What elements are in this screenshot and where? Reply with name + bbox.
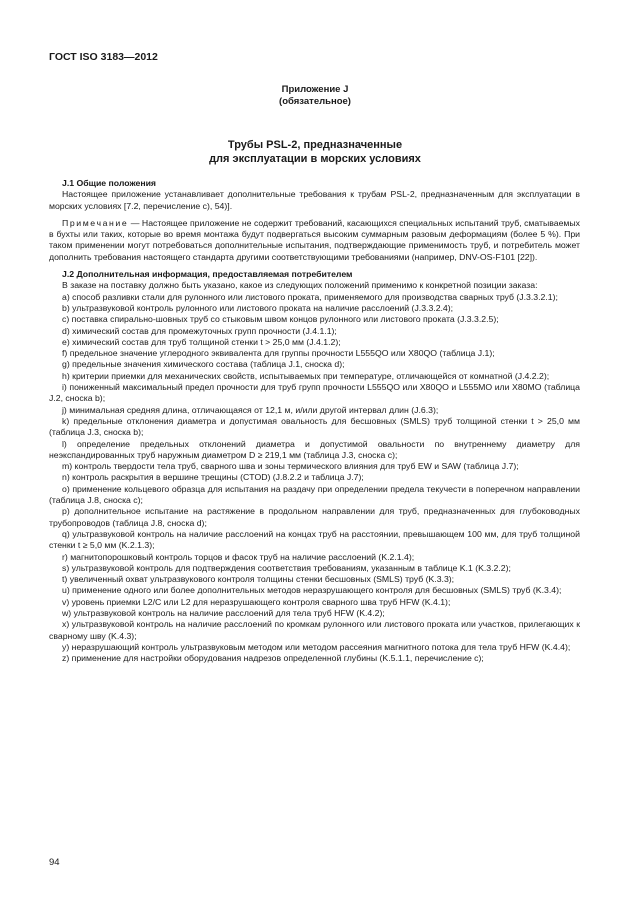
list-item: w) ультразвуковой контроль на наличие расслоений для тела труб HFW (K.4.2);: [62, 607, 385, 618]
document-body: [49, 178, 580, 664]
section-heading-j2: J.2 Дополнительная информация, предоставляемая потребителем: [62, 269, 353, 280]
list-item: y) неразрушающий контроль ультразвуковым методом или методом рассеяния магнитного потока для тела труб HFW (K.4.4);: [62, 641, 571, 652]
appendix-type: (обязательное): [279, 96, 351, 107]
requirements-list: [49, 292, 580, 665]
list-item: c) поставка спирально-шовных труб со стыковым швом концов рулонного или листового проката (J.3.3.2.5);: [62, 314, 499, 325]
list-item: e) химический состав для труб толщиной стенки t > 25,0 мм (J.4.1.2);: [62, 336, 341, 347]
list-item: b) ультразвуковой контроль рулонного или листового проката на наличие расслоений (J.3.3.2.4);: [62, 302, 454, 313]
list-item: l) определение предельных отклонений диаметра и допустимой овальности по внутреннему диаметру для неэкспандированных труб наружным диаметром D ≥ 219,1 мм (таблица J.3, сноска c);: [49, 438, 580, 460]
list-item: t) увеличенный охват ультразвукового контроля толщины стенки бесшовных (SMLS) труб (K.3.3);: [62, 574, 455, 585]
list-item: z) применение для настройки оборудования надрезов определенной глубины (K.5.1.1, перечисление c);: [62, 653, 484, 664]
section-j1-intro: Настоящее приложение устанавливает дополнительные требования к трубам PSL-2, предназначенным для эксплуатации в морских условиях [7.2, перечисление с), 54)].: [49, 189, 580, 211]
list-item: x) ультразвуковой контроль на наличие расслоений по кромкам рулонного или листового проката или участков, прилегающих к сварному шву (K.4.3);: [49, 619, 580, 641]
list-item: h) критерии приемки для механических свойств, испытываемых при температуре, отличающейся от комнатной (J.4.2.2);: [62, 370, 550, 381]
list-item: d) химический состав для промежуточных групп прочности (J.4.1.1);: [62, 325, 337, 336]
list-item: o) применение кольцевого образца для испытания на раздачу при определении предела текучести в поперечном направлении (таблица J.8, сноска c);: [49, 483, 580, 506]
page-number: 94: [49, 857, 60, 868]
list-item: i) пониженный максимальный предел прочности для труб групп прочности L555QO или X80QO и L555MO или X80MO (таблица J.2, сноска b);: [49, 382, 580, 404]
list-item: q) ультразвуковой контроль на наличие расслоений на концах труб на расстоянии, превышающем 100 мм, для труб толщиной стенки t ≥ 5,0 мм (K.2.1.3);: [49, 528, 580, 551]
list-item: p) дополнительное испытание на растяжение в продольном направлении для труб, предназначенных для глубоководных трубопроводов (таблица J.8, сноска d);: [49, 506, 580, 528]
list-item: v) уровень приемки L2/C или L2 для неразрушающего контроля сварного шва труб HFW (K.4.1);: [62, 596, 451, 607]
note-paragraph: [49, 218, 580, 263]
document-title-line-1: Трубы PSL-2, предназначенные: [227, 139, 403, 151]
list-item: g) предельные значения химического состава (таблица J.1, сноска d);: [62, 359, 345, 370]
list-item: a) способ разливки стали для рулонного или листового проката, применяемого для производства сварных труб (J.3.3.2.1);: [62, 291, 558, 302]
list-item: n) контроль раскрытия в вершине трещины (CTOD) (J.8.2.2 и таблица J.7);: [62, 472, 364, 483]
section-heading-j1: J.1 Общие положения: [62, 178, 156, 188]
section-j2-intro: В заказе на поставку должно быть указано, какое из следующих положений применимо к конкретной позиции заказа:: [62, 280, 538, 291]
list-item: r) магнитопорошковый контроль торцов и фасок труб на наличие расслоений (K.2.1.4);: [62, 551, 415, 562]
document-title-line-2: для эксплуатации в морских условиях: [209, 153, 421, 165]
note-text: — Настоящее приложение не содержит требований, касающихся специальных испытаний труб, сматываемых в бухты или таких, которые во время монтажа будут подвергаться высоким суммарным разовым деформациям (более 5 %). При таком применении могут потребоваться дополнительные испытания, подтверждающие применимость труб, и потребитель может дополнить требования настоящего стандарта другими соответствующими требованиями (например, DNV-OS-F101 [22]).: [49, 217, 580, 262]
standard-header: ГОСТ ISO 3183—2012: [49, 51, 158, 63]
note-label: Примечание: [62, 217, 129, 228]
list-item: s) ультразвуковой контроль для подтверждения соответствия требованиям, указанным в таблице K.1 (K.3.2.2);: [62, 562, 511, 573]
appendix-title: Приложение J: [281, 84, 349, 95]
list-item: j) минимальная средняя длина, отличающаяся от 12,1 м, и/или другой интервал длин (J.6.3);: [62, 404, 439, 415]
list-item: f) предельное значение углеродного эквивалента для группы прочности L555QO или X80QO (таблица J.1);: [62, 348, 495, 359]
list-item: k) предельные отклонения диаметра и допустимая овальность для бесшовных (SMLS) труб толщиной стенки t > 25,0 мм (таблица J.3, сноска b);: [49, 415, 580, 438]
list-item: u) применение одного или более дополнительных методов неразрушающего контроля для бесшовных (SMLS) труб (K.3.4);: [62, 585, 562, 596]
list-item: m) контроль твердости тела труб, сварного шва и зоны термического влияния для труб EW и SAW (таблица J.7);: [62, 461, 519, 472]
